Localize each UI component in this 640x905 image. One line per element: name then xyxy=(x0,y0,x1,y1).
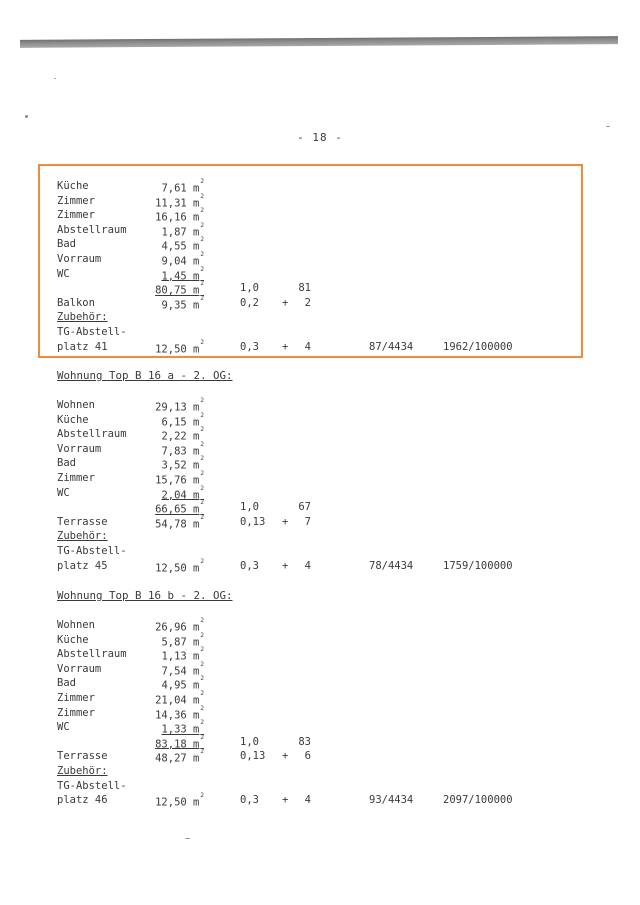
outdoor-value: 2 xyxy=(304,296,311,309)
total-area: 80,75 $m^2$ xyxy=(155,280,204,297)
room-area: 7,61 $m^2$ xyxy=(161,178,204,195)
room-row xyxy=(57,398,597,413)
parking-row xyxy=(57,544,597,559)
room-row xyxy=(57,662,597,677)
outdoor-factor: 0,13 xyxy=(240,515,266,528)
room-row xyxy=(57,706,597,721)
plus-sign: + xyxy=(282,340,289,353)
scan-speck xyxy=(185,838,190,839)
room-name: Vorraum xyxy=(57,252,102,265)
unit-exponent: 2 xyxy=(200,557,204,565)
unit-exponent: 2 xyxy=(200,455,204,463)
total-row xyxy=(57,281,597,296)
outdoor-name: Terrasse xyxy=(57,515,108,528)
apartment-section xyxy=(57,618,597,808)
unit-exponent: 2 xyxy=(200,469,204,477)
total-row xyxy=(57,735,597,750)
room-name: Wohnen xyxy=(57,619,95,631)
unit-exponent: 2 xyxy=(200,484,204,492)
room-name: Zimmer xyxy=(57,471,95,484)
scan-speck xyxy=(25,115,28,118)
parking-area: 12,50 $m^2$ xyxy=(155,792,204,809)
room-row xyxy=(57,618,597,633)
room-row xyxy=(57,633,597,648)
room-area: 1,13 $m^2$ xyxy=(161,646,204,663)
total-row xyxy=(57,500,597,515)
room-row xyxy=(57,194,597,209)
room-name: Vorraum xyxy=(57,662,102,675)
room-name: Zimmer xyxy=(57,194,95,207)
room-name: Zimmer xyxy=(57,706,95,719)
unit-exponent: 2 xyxy=(200,250,204,258)
room-area: 29,13 $m^2$ xyxy=(155,397,204,414)
parking-row xyxy=(57,325,597,340)
parking-factor: 0,3 xyxy=(240,340,259,353)
unit-exponent: 2 xyxy=(200,178,204,185)
parking-label: TG-Abstell- xyxy=(57,325,127,338)
room-area: 11,31 $m^2$ xyxy=(155,192,204,210)
parking-area: 12,50 $m^2$ xyxy=(155,557,204,575)
section-heading: Wohnung Top B 16 a - 2. OG: xyxy=(57,369,233,382)
room-name: Vorraum xyxy=(57,442,102,455)
outdoor-row xyxy=(57,296,597,311)
total-factor: 1,0 xyxy=(240,735,259,748)
unit-exponent: 2 xyxy=(200,397,204,404)
room-area: 1,45 $m^2$ xyxy=(161,265,204,283)
room-name: Bad xyxy=(57,457,76,470)
parking-row xyxy=(57,559,597,574)
accessory-row xyxy=(57,529,597,544)
parking-area: 12,50 $m^2$ xyxy=(155,338,204,356)
unit-exponent: 2 xyxy=(200,646,204,654)
unit-exponent: 2 xyxy=(200,675,204,683)
room-row xyxy=(57,471,597,486)
room-name: Abstellraum xyxy=(57,428,127,441)
room-row xyxy=(57,223,597,238)
outdoor-factor: 0,13 xyxy=(240,750,266,763)
parking-label: platz 41 xyxy=(57,340,108,353)
room-area: 1,87 $m^2$ xyxy=(161,221,204,239)
room-area: 4,95 $m^2$ xyxy=(161,675,204,692)
parking-row xyxy=(57,779,597,794)
total-value: 83 xyxy=(298,735,311,748)
outdoor-name: Balkon xyxy=(57,296,95,309)
scan-speck xyxy=(54,78,56,79)
room-area: 2,22 $m^2$ xyxy=(161,426,204,443)
plus-sign: + xyxy=(282,296,289,309)
accessory-label: Zubehör: xyxy=(57,311,108,324)
room-row xyxy=(57,252,597,267)
room-row xyxy=(57,647,597,662)
unit-exponent: 2 xyxy=(200,719,204,727)
room-name: Bad xyxy=(57,677,76,690)
room-name: WC xyxy=(57,486,70,499)
room-row xyxy=(57,442,597,457)
parking-value: 4 xyxy=(304,559,311,572)
plus-sign: + xyxy=(282,794,289,807)
parking-label: platz 45 xyxy=(57,559,108,572)
apartment-section xyxy=(57,398,597,573)
apartment-section xyxy=(57,179,597,354)
room-name: WC xyxy=(57,267,70,280)
unit-exponent: 2 xyxy=(200,631,204,639)
total-area: 66,65 $m^2$ xyxy=(155,499,204,516)
fraction-share: 93/4434 xyxy=(369,794,414,807)
unit-exponent: 2 xyxy=(200,338,204,346)
unit-exponent: 2 xyxy=(200,280,204,288)
section-heading: Wohnung Top B 16 b - 2. OG: xyxy=(57,589,233,602)
room-area: 9,04 $m^2$ xyxy=(161,250,204,268)
accessory-label: Zubehör: xyxy=(57,530,108,543)
parking-value: 4 xyxy=(304,794,311,807)
parking-factor: 0,3 xyxy=(240,559,259,572)
total-factor: 1,0 xyxy=(240,501,259,514)
room-area: 21,04 $m^2$ xyxy=(155,689,204,707)
scan-edge-bar xyxy=(20,36,618,48)
plus-sign: + xyxy=(282,559,289,572)
outdoor-area: 9,35 $m^2$ xyxy=(161,294,204,312)
room-name: Zimmer xyxy=(57,691,95,704)
parking-factor: 0,3 xyxy=(240,794,259,807)
room-row xyxy=(57,720,597,735)
unit-exponent: 2 xyxy=(200,426,204,434)
fraction-share: 78/4434 xyxy=(369,559,414,572)
unit-exponent: 2 xyxy=(200,617,204,624)
room-area: 16,16 $m^2$ xyxy=(155,207,204,224)
unit-exponent: 2 xyxy=(200,192,204,200)
outdoor-name: Terrasse xyxy=(57,750,108,763)
accessory-label: Zubehör: xyxy=(57,764,108,777)
total-area: 83,18 $m^2$ xyxy=(155,733,204,751)
room-area: 7,83 $m^2$ xyxy=(161,440,204,458)
outdoor-row xyxy=(57,515,597,530)
room-row xyxy=(57,208,597,223)
room-row xyxy=(57,456,597,471)
ownership-share: 1759/100000 xyxy=(443,559,513,572)
total-value: 67 xyxy=(298,501,311,514)
room-name: Abstellraum xyxy=(57,223,127,236)
room-name: Bad xyxy=(57,238,76,251)
unit-exponent: 2 xyxy=(200,689,204,697)
accessory-row xyxy=(57,764,597,779)
ownership-share: 2097/100000 xyxy=(443,794,513,807)
room-name: Küche xyxy=(57,633,89,646)
room-name: Küche xyxy=(57,180,89,192)
room-area: 5,87 $m^2$ xyxy=(161,631,204,649)
room-area: 14,36 $m^2$ xyxy=(155,704,204,722)
room-row xyxy=(57,486,597,501)
fraction-share: 87/4434 xyxy=(369,340,414,353)
outdoor-factor: 0,2 xyxy=(240,296,259,309)
parking-label: platz 46 xyxy=(57,794,108,807)
room-area: 15,76 $m^2$ xyxy=(155,469,204,487)
page-number: - 18 - xyxy=(297,131,343,144)
unit-exponent: 2 xyxy=(200,236,204,244)
outdoor-value: 7 xyxy=(304,515,311,528)
outdoor-row xyxy=(57,749,597,764)
room-row xyxy=(57,427,597,442)
ownership-share: 1962/100000 xyxy=(443,340,513,353)
room-area: 7,54 $m^2$ xyxy=(161,660,204,678)
room-area: 26,96 $m^2$ xyxy=(155,617,204,634)
parking-value: 4 xyxy=(304,340,311,353)
room-area: 4,55 $m^2$ xyxy=(161,236,204,253)
unit-exponent: 2 xyxy=(200,440,204,448)
unit-exponent: 2 xyxy=(200,207,204,215)
unit-exponent: 2 xyxy=(200,513,204,521)
parking-row xyxy=(57,793,597,808)
room-area: 3,52 $m^2$ xyxy=(161,455,204,472)
unit-exponent: 2 xyxy=(200,294,204,302)
room-area: 1,33 $m^2$ xyxy=(161,719,204,736)
unit-exponent: 2 xyxy=(200,792,204,800)
room-area: 6,15 $m^2$ xyxy=(161,411,204,429)
total-factor: 1,0 xyxy=(240,282,259,295)
room-name: Abstellraum xyxy=(57,648,127,661)
parking-label: TG-Abstell- xyxy=(57,544,127,557)
room-name: Wohnen xyxy=(57,399,95,411)
room-name: Zimmer xyxy=(57,209,95,222)
room-row xyxy=(57,237,597,252)
accessory-row xyxy=(57,310,597,325)
unit-exponent: 2 xyxy=(200,265,204,273)
room-name: WC xyxy=(57,721,70,734)
room-name: Küche xyxy=(57,413,89,426)
unit-exponent: 2 xyxy=(200,660,204,668)
room-row xyxy=(57,179,597,194)
plus-sign: + xyxy=(282,750,289,763)
room-row xyxy=(57,676,597,691)
unit-exponent: 2 xyxy=(200,748,204,756)
plus-sign: + xyxy=(282,515,289,528)
outdoor-value: 6 xyxy=(304,750,311,763)
room-area: 2,04 $m^2$ xyxy=(161,484,204,502)
unit-exponent: 2 xyxy=(200,704,204,712)
room-row xyxy=(57,413,597,428)
unit-exponent: 2 xyxy=(200,733,204,741)
total-value: 81 xyxy=(298,282,311,295)
room-row xyxy=(57,267,597,282)
unit-exponent: 2 xyxy=(200,411,204,419)
parking-row xyxy=(57,340,597,355)
outdoor-area: 54,78 $m^2$ xyxy=(155,513,204,531)
unit-exponent: 2 xyxy=(200,499,204,507)
parking-label: TG-Abstell- xyxy=(57,779,127,792)
room-row xyxy=(57,691,597,706)
scan-speck xyxy=(606,126,610,127)
outdoor-area: 48,27 $m^2$ xyxy=(155,748,204,765)
unit-exponent: 2 xyxy=(200,221,204,229)
